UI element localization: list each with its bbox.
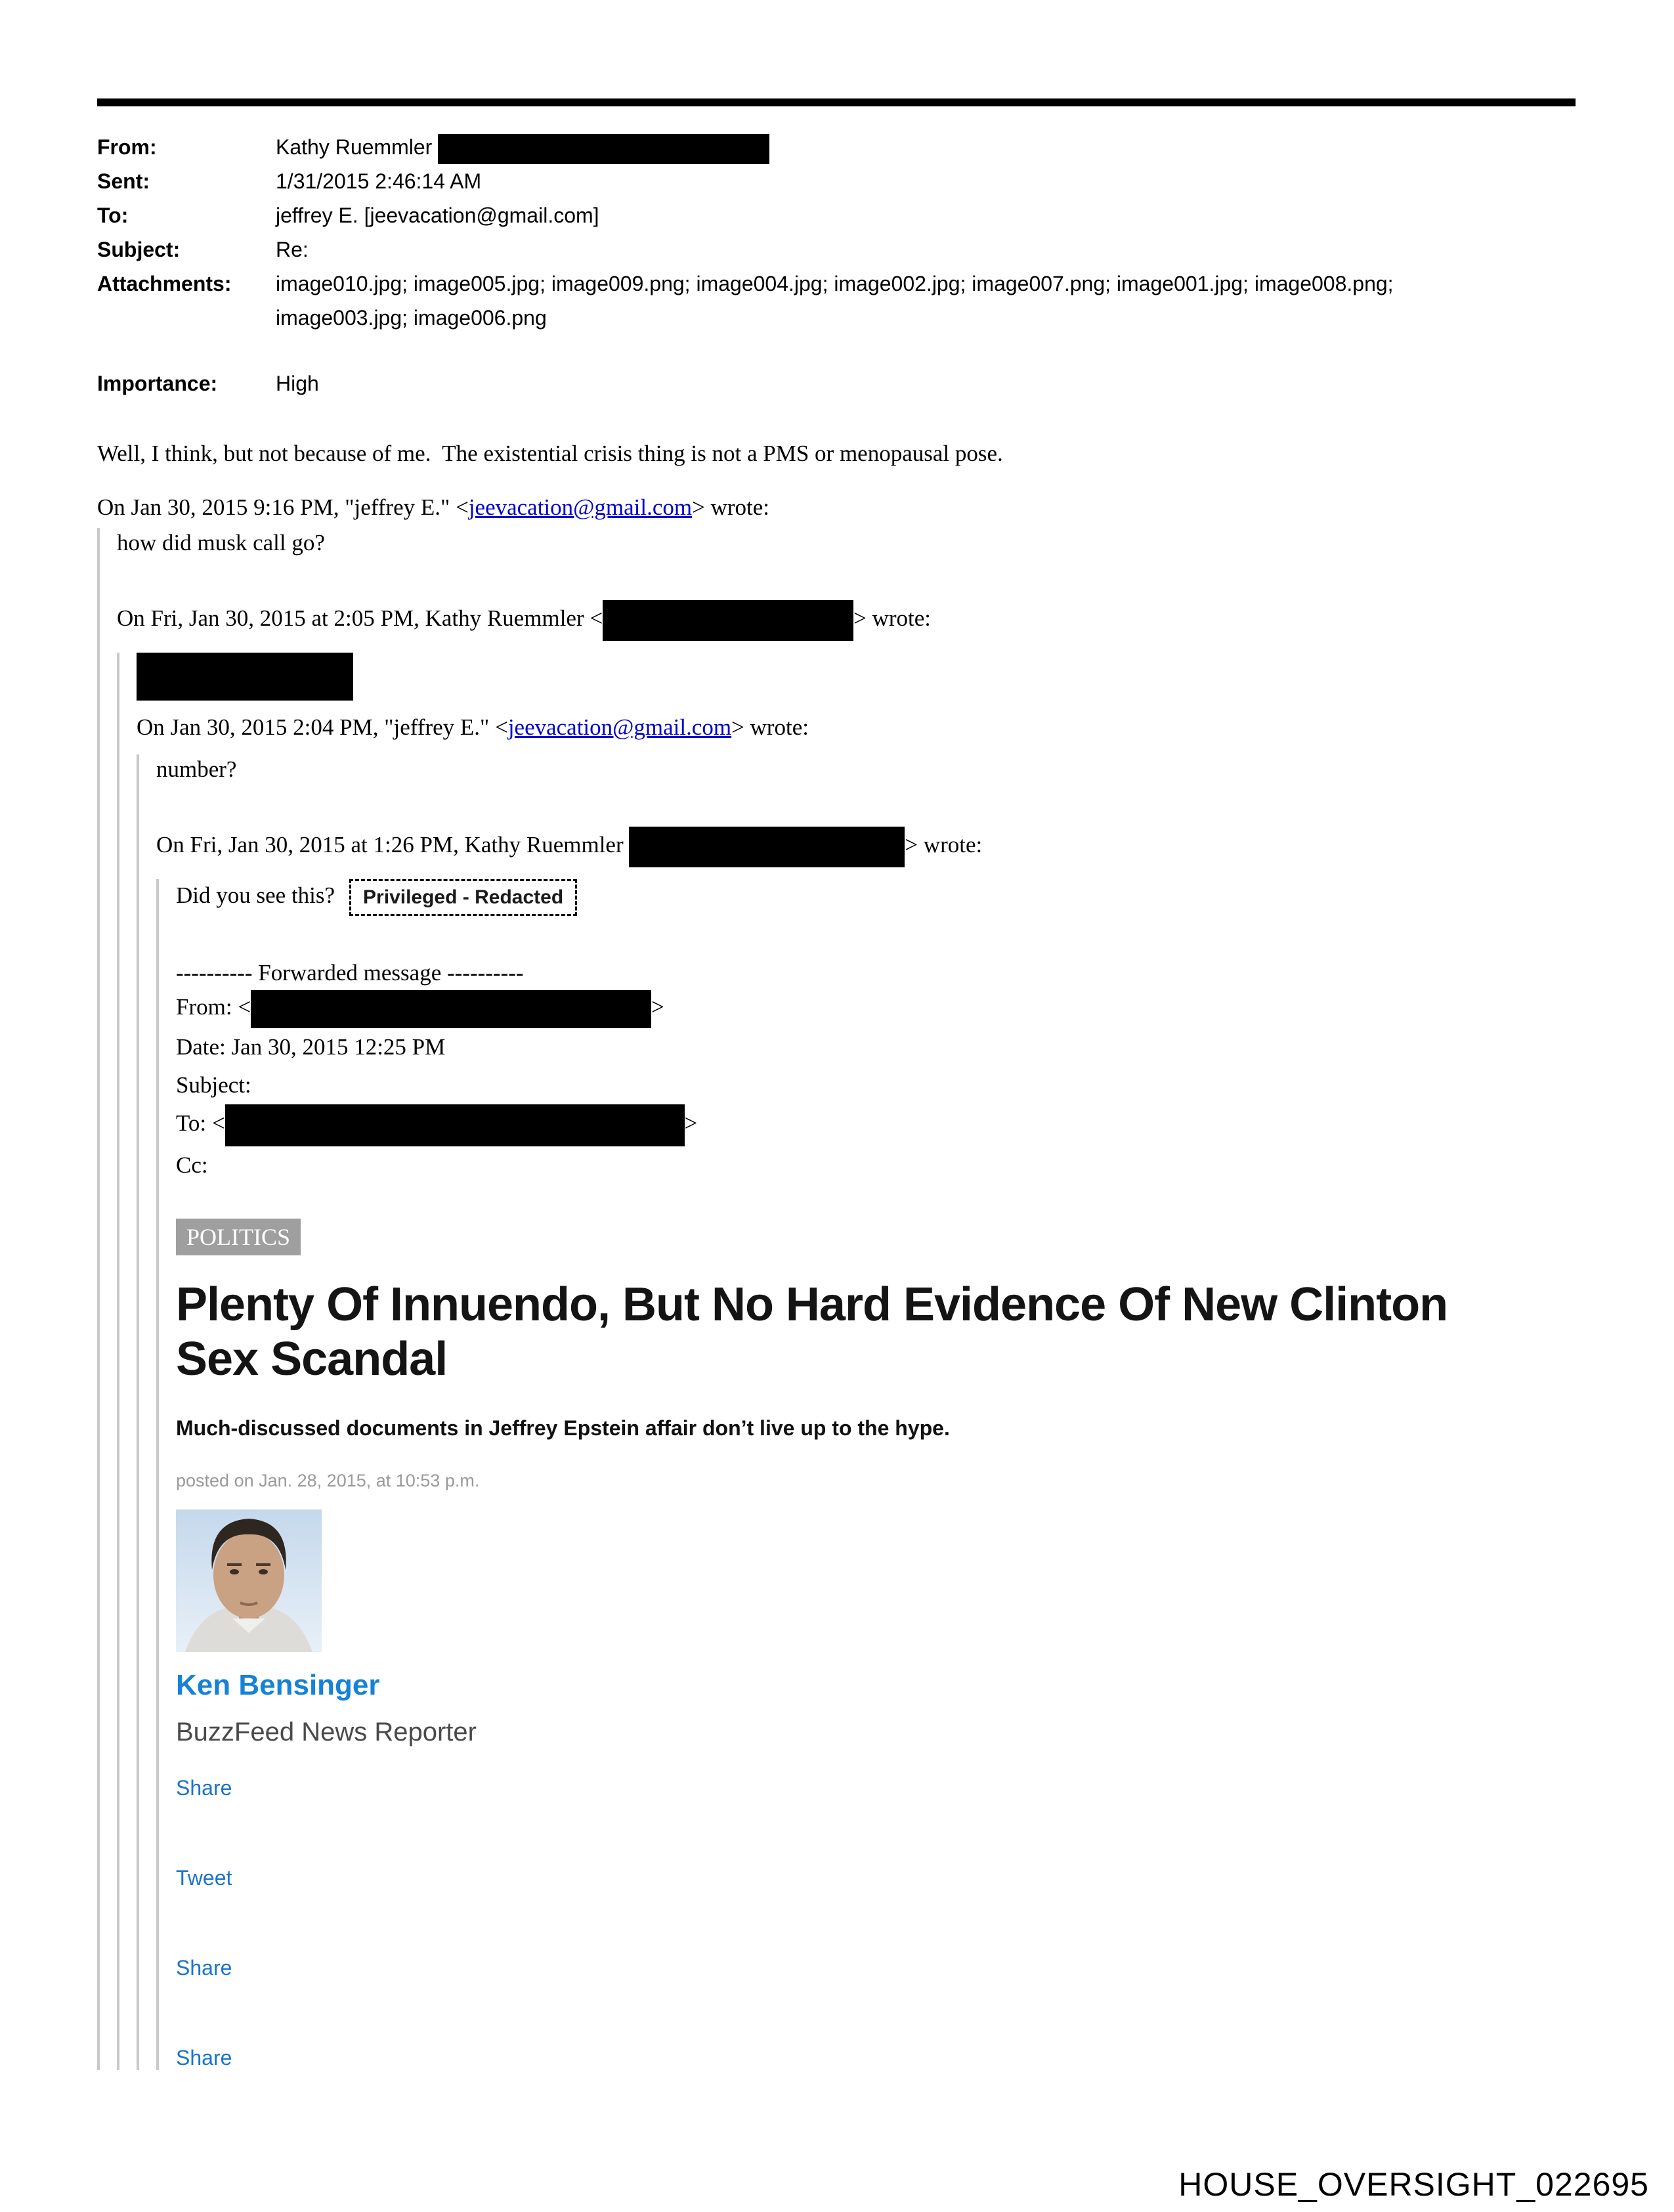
fwd-from-line: [176, 988, 1607, 1028]
header-row-sent: [97, 164, 1607, 198]
attachments-value: image010.jpg; image005.jpg; image009.png; image004.jpg; image002.jpg; image007.png; image001.jpg; image008.png; image003.jpg; image006.png: [276, 272, 1394, 330]
article-subtitle: Much-discussed documents in Jeffrey Epstein affair don’t live up to the hype.: [176, 1416, 950, 1440]
importance-value: High: [276, 372, 319, 395]
email-header: [97, 130, 1607, 401]
header-row-to: [97, 198, 1607, 232]
embedded-article: [176, 1219, 1607, 2070]
importance-label-text: Importance: [97, 372, 211, 395]
author-name-link[interactable]: Ken Bensinger: [176, 1669, 380, 1701]
bates-number: HOUSE_OVERSIGHT_022695: [1178, 2166, 1649, 2203]
author-photo: [176, 1509, 322, 1652]
article-headline: Plenty Of Innuendo, But No Hard Evidence Of New Clinton Sex Scandal: [176, 1278, 1448, 1386]
forwarded-divider: ---------- Forwarded message ----------: [176, 960, 524, 986]
quote-header-126pm-post: > wrote:: [905, 832, 983, 858]
quote-header-126pm-pre: On Fri, Jan 30, 2015 at 1:26 PM, Kathy Ruemmler: [156, 832, 630, 858]
did-you-see-line: [176, 879, 1607, 916]
author-role: BuzzFeed News Reporter: [176, 1718, 477, 1746]
quote-header-204pm: [137, 712, 1607, 743]
from-value-text: Kathy Ruemmler: [276, 135, 439, 159]
quote-header-204pm-post: > wrote:: [731, 714, 809, 740]
quote-header-205pm-post: > wrote:: [853, 605, 932, 632]
subject-label: Subject:: [97, 238, 181, 261]
quoted-text-musk: how did musk call go?: [117, 530, 325, 555]
sent-label: Sent:: [97, 169, 150, 193]
sent-value: 1/31/2015 2:46:14 AM: [276, 169, 482, 193]
redaction-box: [438, 134, 769, 164]
sent-label-text: Sent: [97, 169, 143, 193]
attachments-label: Attachments:: [97, 272, 232, 295]
message-intro-text: Well, I think, but not because of me. The existential crisis thing is not a PMS or menopausal pose.: [97, 441, 1003, 466]
header-row-attachments: [97, 267, 1607, 335]
document-page: [97, 98, 1607, 2070]
quote-level-2: [117, 653, 1607, 2070]
quote-level-1: [97, 528, 1607, 2070]
fwd-to-post: >: [684, 1110, 698, 1136]
top-divider-bar: [97, 98, 1576, 106]
quote-header-916pm-pre: On Jan 30, 2015 9:16 PM, "jeffrey E." <: [97, 494, 469, 520]
to-value: jeffrey E. [jeevacation@gmail.com]: [276, 204, 599, 227]
fwd-date-line: Date: Jan 30, 2015 12:25 PM: [176, 1033, 446, 1060]
tweet-link[interactable]: Tweet: [176, 1866, 232, 1890]
quote-header-204pm-pre: On Jan 30, 2015 2:04 PM, "jeffrey E." <: [137, 714, 508, 740]
subject-label-text: Subject: [97, 238, 173, 261]
redaction-box: [137, 653, 353, 701]
share-link-2[interactable]: Share: [176, 1956, 232, 1980]
quote-header-205pm: [117, 600, 1607, 641]
email-link[interactable]: jeevacation@gmail.com: [507, 714, 732, 740]
redaction-box: [251, 990, 651, 1028]
privileged-redacted-stamp: Privileged - Redacted: [349, 879, 577, 916]
to-label-text: To: [97, 204, 121, 227]
from-label-text: From: [97, 135, 150, 159]
subject-value: Re:: [276, 238, 309, 261]
redaction-box: [225, 1104, 685, 1146]
author-photo-image: [176, 1509, 322, 1652]
redacted-message-block: [137, 653, 1607, 701]
share-link-1[interactable]: Share: [176, 1776, 232, 1800]
from-value: [276, 130, 1405, 164]
header-row-subject: [97, 232, 1607, 267]
quote-header-916pm-post: > wrote:: [692, 494, 770, 520]
fwd-to-pre: To: <: [176, 1110, 225, 1136]
fwd-from-pre: From: <: [176, 994, 251, 1020]
fwd-subject-line: Subject:: [176, 1072, 251, 1098]
header-row-importance: [97, 366, 1607, 401]
quoted-text-number: number?: [156, 756, 237, 782]
article-posted-date: posted on Jan. 28, 2015, at 10:53 p.m.: [176, 1471, 480, 1490]
quote-level-3: [137, 754, 1607, 2070]
share-link-3[interactable]: Share: [176, 2046, 232, 2070]
importance-label: Importance:: [97, 372, 218, 395]
quote-header-126pm: [156, 827, 1607, 867]
to-label: To:: [97, 204, 129, 227]
email-link[interactable]: jeevacation@gmail.com: [468, 494, 693, 520]
quote-level-4: [156, 879, 1607, 2070]
redaction-box: [603, 600, 853, 641]
attachments-label-text: Attachments: [97, 272, 225, 295]
did-you-see-text: Did you see this?: [176, 882, 335, 909]
quote-header-205pm-pre: On Fri, Jan 30, 2015 at 2:05 PM, Kathy Ruemmler <: [117, 605, 603, 632]
redaction-box: [629, 827, 905, 867]
quote-header-916pm: [97, 492, 1607, 523]
fwd-cc-line: Cc:: [176, 1152, 208, 1178]
header-row-from: [97, 130, 1607, 164]
article-section-badge: POLITICS: [176, 1219, 301, 1255]
fwd-from-post: >: [651, 994, 664, 1020]
from-label: From:: [97, 135, 157, 159]
fwd-to-line: [176, 1104, 1607, 1146]
